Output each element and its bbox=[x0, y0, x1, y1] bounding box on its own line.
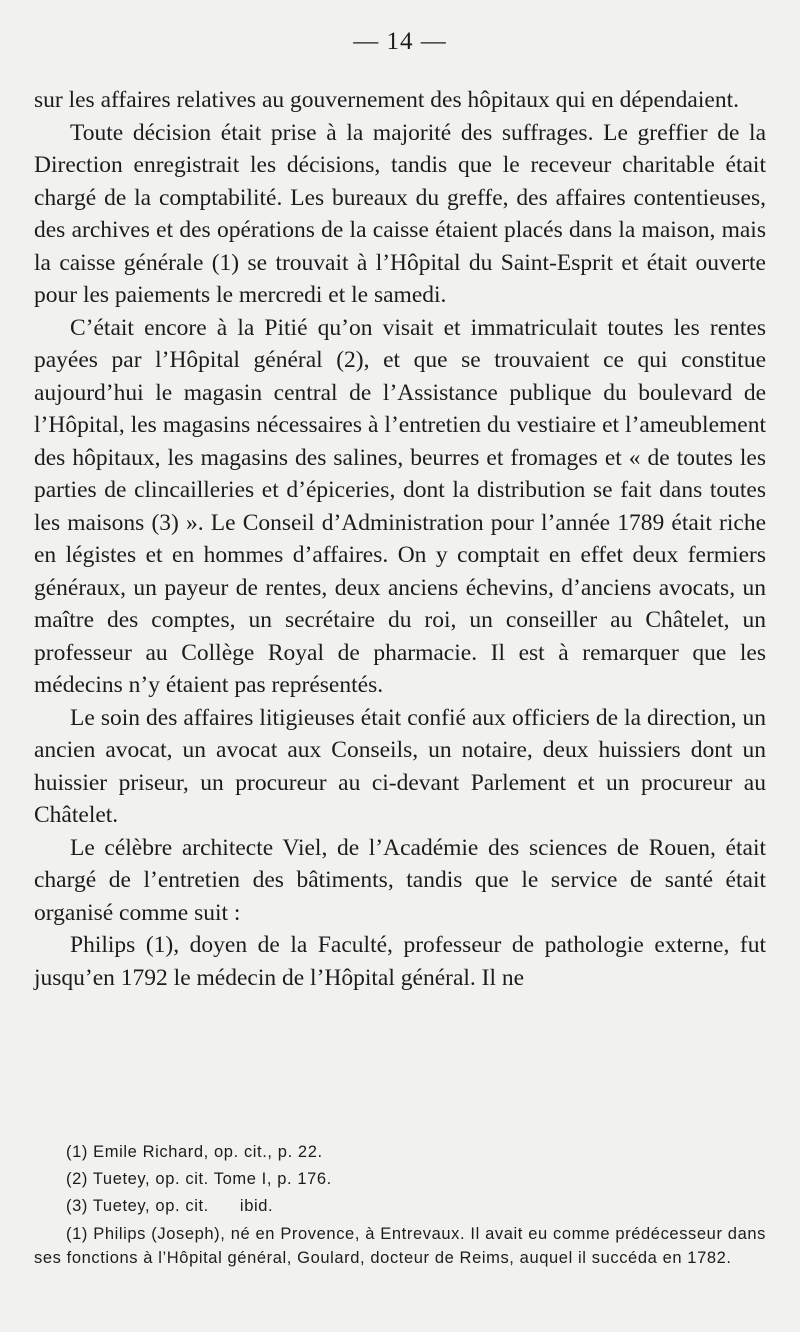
footnote-2: (2) Tuetey, op. cit. Tome I, p. 176. bbox=[66, 1170, 332, 1188]
body-text bbox=[34, 84, 766, 994]
paragraph-5: Le célèbre architecte Viel, de l’Académie des sciences de Rouen, était chargé de l’entretien des bâtiments, tandis que le service de santé était organisé comme suit : bbox=[34, 834, 766, 926]
paragraph-4: Le soin des affaires litigieuses était confié aux officiers de la direction, un ancien avocat, un avocat aux Conseils, un notaire, deux huissiers dont un huissier priseur, un procureur au ci-devant Parlement et un procureur au Châtelet. bbox=[34, 704, 766, 828]
footnote-3: (3) Tuetey, op. cit. ibid. bbox=[66, 1197, 274, 1215]
footnote-1: (1) Emile Richard, op. cit., p. 22. bbox=[66, 1143, 323, 1161]
paragraph-2: Toute décision était prise à la majorité des suffrages. Le greffier de la Direction enregistrait les décisions, tandis que le receveur charitable était chargé de la comptabilité. Les bureaux du greffe, des affaires contentieuses, des archives et des opérations de la caisse étaient placés dans la maison, mais la caisse générale (1) se trouvait à l’Hôpital du Saint-Esprit et était ouverte pour les paiements le mercredi et le samedi. bbox=[34, 119, 766, 308]
paragraph-1: sur les affaires relatives au gouvernement des hôpitaux qui en dépendaient. bbox=[34, 87, 739, 113]
paragraph-3: C’était encore à la Pitié qu’on visait et immatriculait toutes les rentes payées par l’Hôpital général (2), et que se trouvaient ce qui constitue aujourd’hui le magasin central de l’Assistance publique du boulevard de l’Hôpital, les magasins nécessaires à l’entretien du vestiaire et l’ameublement des hôpitaux, les magasins des salines, beurres et fromages et « de toutes les parties de clincailleries et d’épiceries, dont la distribution se fait dans toutes les maisons (3) ». Le Conseil d’Administration pour l’année 1789 était riche en légistes et en hommes d’affaires. On y comptait en effet deux fermiers généraux, un payeur de rentes, deux anciens échevins, d’anciens avocats, un maître des comptes, un secrétaire du roi, un conseiller au Châtelet, un professeur au Collège Royal de pharmacie. Il est à remarquer que les médecins n’y étaient pas représentés. bbox=[34, 314, 766, 698]
footnotes bbox=[34, 1139, 766, 1270]
page-number: — 14 — bbox=[353, 28, 447, 55]
footnote-4: (1) Philips (Joseph), né en Provence, à Entrevaux. Il avait eu comme prédécesseur dans ses fonctions à l’Hôpital général, Goulard, docteur de Reims, auquel il succéda en 1782. bbox=[34, 1225, 766, 1267]
paragraph-6: Philips (1), doyen de la Faculté, professeur de pathologie externe, fut jusqu’en 1792 le médecin de l’Hôpital général. Il ne bbox=[34, 932, 766, 991]
